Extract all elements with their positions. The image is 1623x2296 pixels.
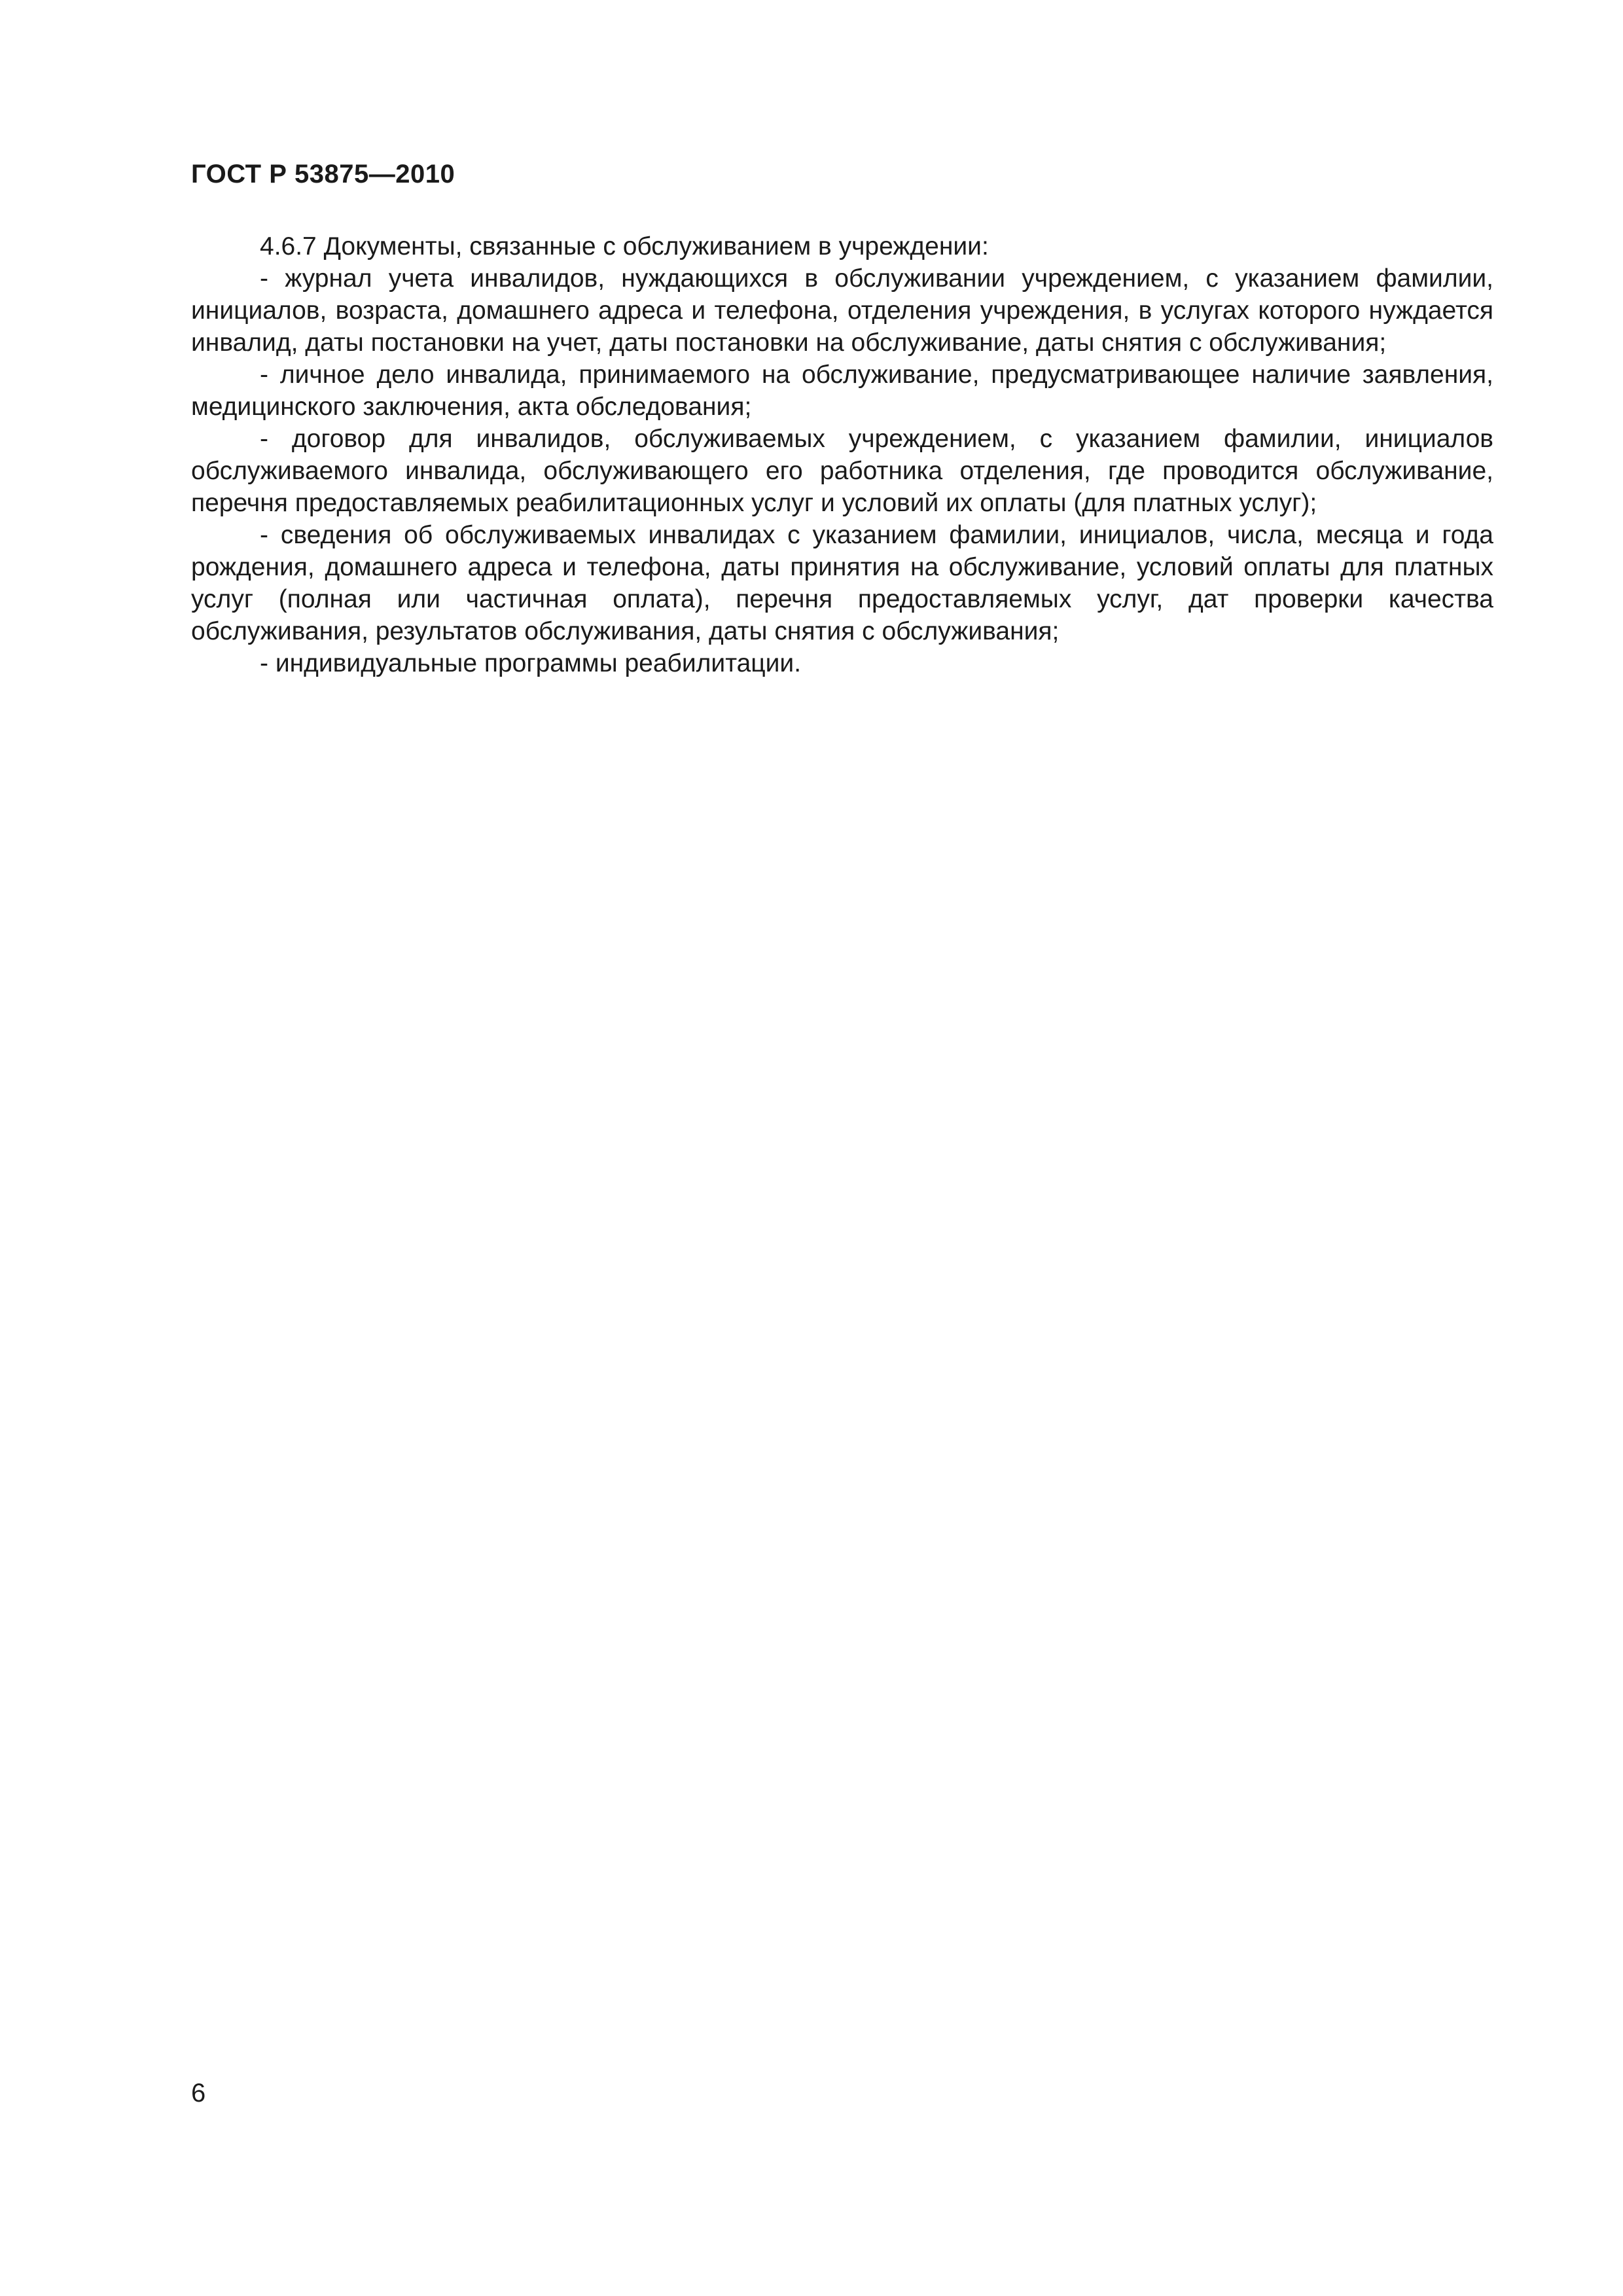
list-item: - личное дело инвалида, принимаемого на обслуживание, предусматривающее наличие заявления, медицинского заключения, акта обследования; (191, 361, 1493, 421)
page-number: 6 (191, 2079, 206, 2108)
list-item: - журнал учета инвалидов, нуждающихся в обслуживании учреждением, с указанием фамилии, инициалов, возраста, домашнего адреса и телефона, отделения учреждения, в услугах которого нуждается инвалид, даты постановки на учет, даты постановки на обслуживание, даты снятия с обслуживания; (191, 264, 1493, 357)
standard-id-header: ГОСТ Р 53875—2010 (191, 160, 455, 188)
section-heading: 4.6.7 Документы, связанные с обслуживанием в учреждении: (260, 232, 989, 260)
section-body (191, 230, 1493, 679)
list-item: - договор для инвалидов, обслуживаемых учреждением, с указанием фамилии, инициалов обслуживаемого инвалида, обслуживающего его работника отделения, где проводится обслуживание, перечня предоставляемых реабилитационных услуг и условий их оплаты (для платных услуг); (191, 425, 1493, 517)
list-item: - индивидуальные программы реабилитации. (260, 649, 802, 677)
list-item: - сведения об обслуживаемых инвалидах с указанием фамилии, инициалов, числа, месяца и года рождения, домашнего адреса и телефона, даты принятия на обслуживание, условий оплаты для платных услуг (полная или частичная оплата), перечня предоставляемых услуг, дат проверки качества обслуживания, результатов обслуживания, даты снятия с обслуживания; (191, 521, 1493, 645)
